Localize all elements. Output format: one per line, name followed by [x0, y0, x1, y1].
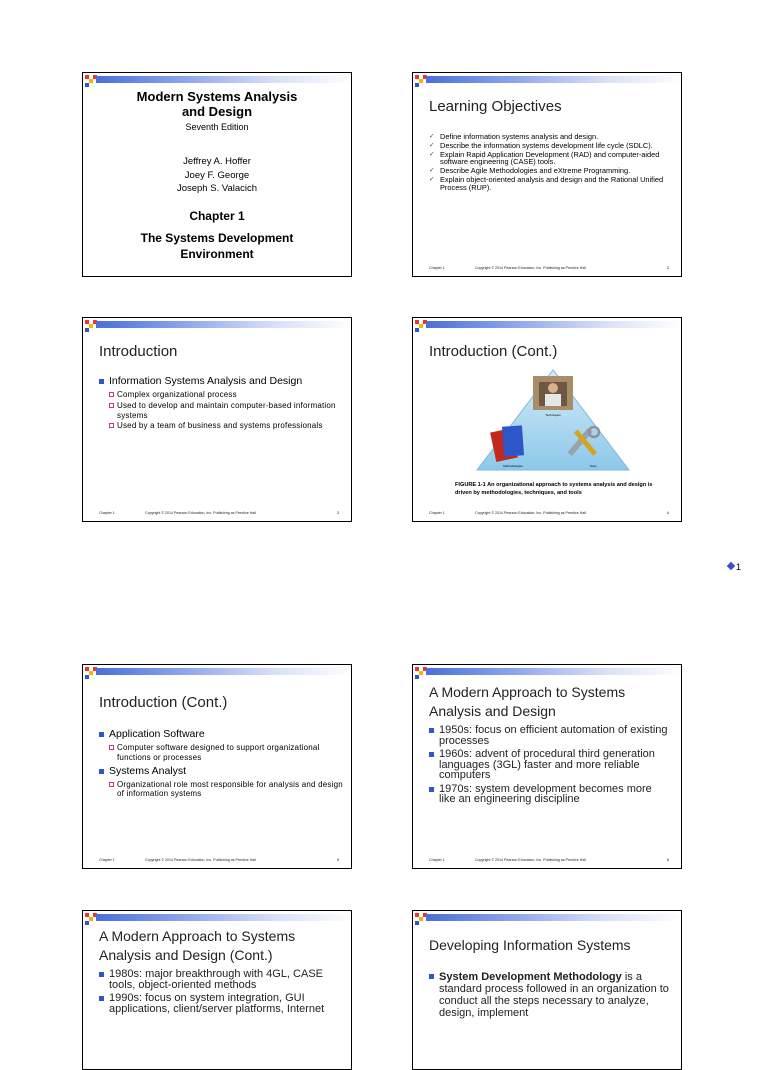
bullet-icon	[99, 972, 104, 977]
list-item: 1950s: focus on efficient automation of existing processes	[429, 725, 669, 746]
slide-1-title	[82, 72, 352, 277]
page-number: 4	[666, 510, 669, 515]
chapter-title: The Systems Development Environment	[140, 231, 294, 261]
sub-list-item: Computer software designed to support organizational functions or processes	[99, 743, 347, 763]
list-item: ✓ Describe Agile Methodologies and eXtreme Programming.	[429, 166, 631, 176]
slide-header-decoration	[83, 73, 352, 89]
list-item: ✓ Explain object-oriented analysis and design and the Rational Unified Process (RUP).	[429, 174, 664, 192]
sub-bullet-icon	[109, 403, 114, 408]
figure-label: Techniques	[545, 413, 561, 417]
slide-title: Learning Objectives	[429, 98, 562, 115]
list-item: ✓ Define information systems analysis and design.	[429, 132, 599, 141]
bullet-icon	[99, 379, 104, 384]
author: Joey F. George	[184, 169, 250, 181]
list-item: System Development Methodology is a standard process followed in an organization to conduct all the steps necessary to analyze, design, implement	[429, 971, 669, 1019]
bullet-icon	[99, 769, 104, 774]
slide-3-introduction: Introduction Information Systems Analysis and Design Complex organizational process Used to develop and maintain computer-based information systems Used by a team of business and systems professionals Chapter 1 Copyright © 2014 Pearson Education, Inc. Publishing as Prentice Hall 3	[82, 317, 352, 522]
list-item: Application Software	[99, 729, 347, 740]
objectives-list	[429, 133, 674, 193]
bullet-list	[429, 971, 669, 1022]
sub-list-item: Used to develop and maintain computer-based information systems	[99, 401, 347, 421]
slide-2-learning-objectives: Learning Objectives ✓ Define information systems analysis and design. ✓ Describe the information systems development life cycle (SDLC). ✓ Explain Rapid Application Development (RAD) and computer-aided software engineering (CASE) tools. ✓ Describe Agile Methodologies and eXtreme Programming. ✓ Explain object-oriented analysis and design and the Rational Unified Process (RUP). Chapter 1 Copyright © 2014 Pearson Education, Inc. Publishing as Prentice Hall 2	[412, 72, 682, 277]
authors	[83, 155, 351, 196]
checkmark-icon: ✓	[429, 175, 435, 183]
sub-list-item: Used by a team of business and systems professionals	[99, 421, 347, 431]
bullet-list	[99, 729, 347, 800]
slide-title: Introduction	[99, 343, 178, 360]
list-item: Systems Analyst	[99, 766, 347, 777]
slide-marker: 1	[728, 562, 741, 572]
list-item: Information Systems Analysis and Design	[99, 376, 347, 387]
figure-label: Tools	[589, 464, 597, 468]
slide-5-introduction-cont: Introduction (Cont.) Application Software Computer software designed to support organizational functions or processes Systems Analyst Organizational role most responsible for analysis and design of information systems Chapter 1 Copyright © 2014 Pearson Education, Inc. Publishing as Prentice Hall 5	[82, 664, 352, 869]
list-item: 1960s: advent of procedural third generation languages (3GL) faster and more reliable computers	[429, 749, 669, 781]
sub-list-item: Complex organizational process	[99, 390, 347, 400]
slide-title: Introduction (Cont.)	[99, 694, 228, 711]
checkmark-icon: ✓	[429, 150, 435, 158]
sub-bullet-icon	[109, 392, 114, 397]
slide-title: Introduction (Cont.)	[429, 343, 558, 360]
figure-label: Methodologies	[503, 464, 523, 468]
author: Joseph S. Valacich	[176, 183, 258, 194]
bullet-list	[99, 969, 339, 1017]
slide-header-decoration	[413, 911, 682, 927]
page-number: 3	[336, 510, 339, 515]
page-number: 2	[666, 265, 669, 270]
bullet-icon	[429, 974, 434, 979]
figure-caption: FIGURE 1-1 An organizational approach to systems analysis and design is driven by methodologies, techniques, and tools	[455, 482, 653, 496]
edition: Seventh Edition	[185, 122, 249, 132]
page-number: 6	[666, 857, 669, 862]
sub-bullet-icon	[109, 423, 114, 428]
page-number: 5	[336, 857, 339, 862]
chapter-label: Chapter 1	[189, 209, 245, 223]
slide-header-decoration	[83, 318, 352, 334]
slide-4-introduction-cont: Introduction (Cont.) Techniques Methodologies Tools FIGURE 1-1 An organizational approach to systems analysis and design is driven by methodologies, techniques, and tools Chapter 1 Copyright © 2014 Pearson Education, Inc. Publishing as Prentice Hall 4	[412, 317, 682, 522]
list-item: 1970s: system development becomes more like an engineering discipline	[429, 784, 669, 805]
list-item: ✓ Explain Rapid Application Development (RAD) and computer-aided software engineering (CASE) tools.	[429, 149, 660, 167]
bullet-icon	[429, 728, 434, 733]
sub-bullet-icon	[109, 745, 114, 750]
checkmark-icon: ✓	[429, 167, 435, 175]
bullet-icon	[99, 732, 104, 737]
bullet-icon	[429, 787, 434, 792]
author: Jeffrey A. Hoffer	[183, 156, 251, 167]
list-item: 1990s: focus on system integration, GUI applications, client/server platforms, Internet	[99, 993, 339, 1014]
list-item: 1980s: major breakthrough with 4GL, CASE tools, object-oriented methods	[99, 969, 339, 990]
checkmark-icon: ✓	[429, 133, 435, 140]
slide-title: A Modern Approach to Systems Analysis and Design (Cont.)	[99, 928, 296, 963]
slide-header-decoration	[413, 665, 682, 681]
slide-title: A Modern Approach to Systems Analysis and Design	[429, 684, 626, 719]
figure-triangle-diagram	[473, 366, 633, 476]
bullet-icon	[429, 752, 434, 757]
bullet-list	[99, 376, 347, 432]
bullet-icon	[99, 996, 104, 1001]
techniques-photo	[533, 376, 573, 410]
slide-7-modern-approach-cont	[82, 910, 352, 1070]
slide-8-developing-information-systems	[412, 910, 682, 1070]
list-item: ✓ Describe the information systems development life cycle (SDLC).	[429, 140, 653, 150]
slide-header-decoration	[83, 665, 352, 681]
sub-list-item: Organizational role most responsible for analysis and design of information systems	[99, 780, 347, 800]
book-title: Modern Systems Analysis and Design	[136, 89, 298, 119]
term: System Development Methodology	[439, 971, 622, 983]
slide-header-decoration	[413, 73, 682, 89]
slide-title: Developing Information Systems	[429, 937, 631, 953]
checkmark-icon: ✓	[429, 141, 435, 149]
slide-6-modern-approach: A Modern Approach to Systems Analysis and Design 1950s: focus on efficient automation of existing processes 1960s: advent of procedural third generation languages (3GL) faster and more reliable computers 1970s: system development becomes more like an engineering discipline Chapter 1 Copyright © 2014 Pearson Education, Inc. Publishing as Prentice Hall 6	[412, 664, 682, 869]
diamond-icon	[727, 562, 735, 570]
bullet-list	[429, 725, 669, 808]
sub-bullet-icon	[109, 782, 114, 787]
slide-header-decoration	[83, 911, 352, 927]
slide-header-decoration	[413, 318, 682, 334]
